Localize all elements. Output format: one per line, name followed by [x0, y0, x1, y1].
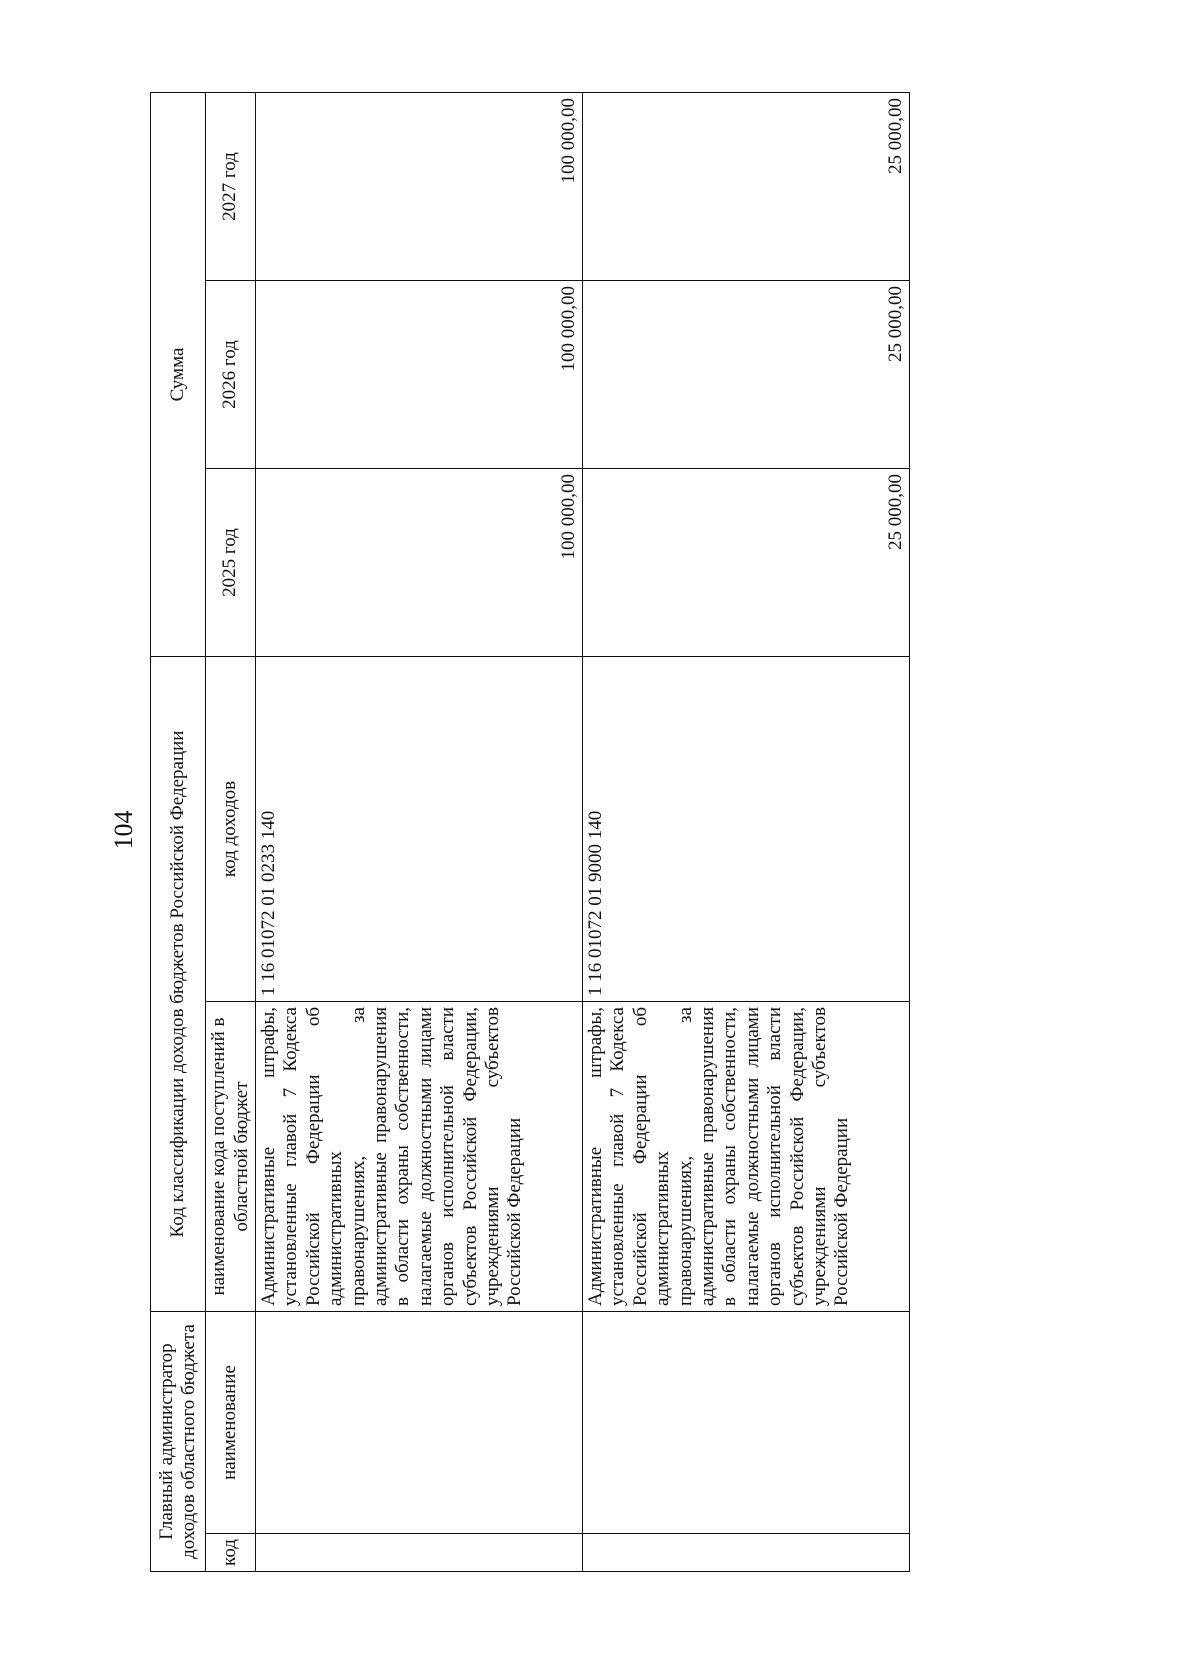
- header-row-1: [151, 92, 206, 1571]
- row-amount-2027: 25 000,00: [583, 92, 910, 280]
- col-2027-header: 2027 год: [206, 92, 256, 280]
- row-code: [256, 1534, 583, 1572]
- col-2026-header: 2026 год: [206, 281, 256, 469]
- row-income-name: Административные штрафы, установленные главой 7 Кодекса Российской Федерации об административных правонарушениях, за административные правонарушения в области охраны собственности, налагаемые должностными лицами органов исполнительной власти субъектов Российской Федерации, учреждениями субъектов Российской Федерации: [256, 1002, 583, 1312]
- revenue-table-sheet: [150, 92, 910, 1572]
- row-income-code: 1 16 01072 01 9000 140: [583, 657, 910, 1002]
- classification-group-header: Код классификации доходов бюджетов Российской Федерации: [151, 657, 206, 1312]
- row-amount-2027: 100 000,00: [256, 92, 583, 280]
- row-income-code: 1 16 01072 01 0233 140: [256, 657, 583, 1002]
- table-row: [256, 92, 583, 1571]
- col-name-header: наименование: [206, 1312, 256, 1534]
- admin-group-header: Главный администратор доходов областного бюджета: [151, 1312, 206, 1572]
- revenue-table: [150, 92, 910, 1572]
- row-name: [583, 1312, 910, 1534]
- col-income-code-header: код доходов: [206, 657, 256, 1002]
- row-amount-2026: 25 000,00: [583, 281, 910, 469]
- col-income-name-header: наименование кода поступлений в областной бюджет: [206, 1002, 256, 1312]
- header-row-2: [206, 92, 256, 1571]
- col-2025-header: 2025 год: [206, 469, 256, 657]
- table-row: [583, 92, 910, 1571]
- row-amount-2025: 100 000,00: [256, 469, 583, 657]
- page-number: 104: [109, 810, 138, 850]
- sum-group-header: Сумма: [151, 92, 206, 656]
- row-amount-2025: 25 000,00: [583, 469, 910, 657]
- row-amount-2026: 100 000,00: [256, 281, 583, 469]
- col-code-header: код: [206, 1534, 256, 1572]
- row-income-name: Административные штрафы, установленные главой 7 Кодекса Российской Федерации об административных правонарушениях, за административные правонарушения в области охраны собственности, налагаемые должностными лицами органов исполнительной власти субъектов Российской Федерации, учреждениями субъектов Российской Федерации: [583, 1002, 910, 1312]
- row-name: [256, 1312, 583, 1534]
- row-code: [583, 1534, 910, 1572]
